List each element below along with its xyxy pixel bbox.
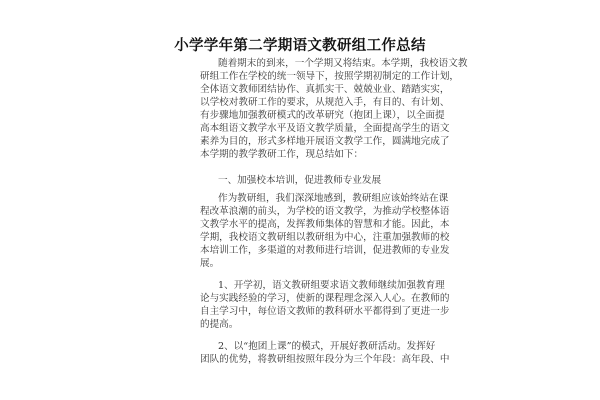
section-1-line-3: 文教学水平的提高，发挥教师集体的智慧和才能。因此，本 [200,219,450,230]
section-1-heading: 一、加强校本培训，促进教师专业发展 [218,175,382,186]
item-1-line-3: 自主学习中，每位语文教师的教科研水平都得到了更进一步 [200,306,450,317]
item-1-line-4: 的提高。 [200,319,239,330]
intro-line-8: 本学期的教学教研工作，现总结如下： [200,149,364,160]
intro-line-2: 研组工作在学校的统一领导下，按照学期初制定的工作计划， [200,71,460,82]
intro-line-5: 有步骤地加强教研模式的改革研究（抱团上课），以全面提 [200,110,445,121]
item-2-line-2: 团队的优势，将教研组按照年段分为三个年段：高年段、中 [200,354,450,365]
section-1-line-2: 程改革浪潮的前头，为学校的语文教学，为推动学校整体语 [200,206,450,217]
section-1-line-4: 学期，我校语文教研组以教研组为中心，注重加强教师的校 [200,232,450,243]
section-1-line-1: 作为教研组，我们深深地感到，教研组应该始终站在课 [218,193,449,204]
item-1-line-1: 1、开学初，语文教研组要求语文教师继续加强教育理 [218,280,445,291]
intro-line-3: 全体语文教师团结协作、真抓实干、兢兢业业、踏踏实实， [200,84,450,95]
section-1-line-6: 展。 [200,258,220,269]
section-1-line-5: 本培训工作，多渠道的对教师进行培训，促进教师的专业发 [200,245,450,256]
document-title: 小学学年第二学期语文教研组工作总结 [174,38,426,54]
item-1-line-2: 论与实践经验的学习，使新的课程理念深入人心。在教师的 [200,293,450,304]
intro-line-6: 高本组语文教学水平及语文教学质量，全面提高学生的语文 [200,123,450,134]
intro-line-4: 以学校对教研工作的要求，从规范入手，有目的、有计划、 [200,97,450,108]
item-2-line-1: 2、以“抱团上课”的模式，开展好教研活动。发挥好 [218,341,436,352]
intro-line-1: 随着期末的到来，一个学期又将结束。本学期，我校语文教 [218,58,468,69]
intro-line-7: 素养为目的，形式多样地开展语文教学工作，圆满地完成了 [200,136,450,147]
